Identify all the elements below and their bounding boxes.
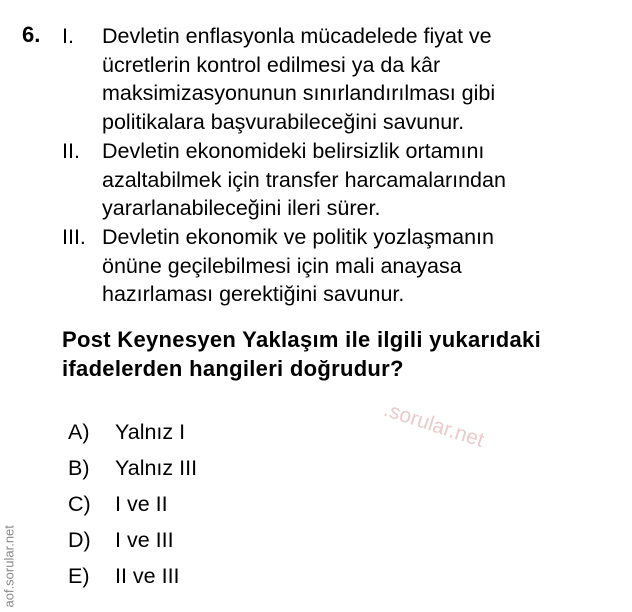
statement-line: maksimizasyonunun sınırlandırılması gibi bbox=[102, 81, 496, 106]
statement-line: hazırlaması gerektiğini savunur. bbox=[102, 282, 405, 307]
option-text: II ve III bbox=[115, 564, 180, 588]
option-label: C) bbox=[68, 492, 91, 516]
statement-line: Devletin enflasyonla mücadelede fiyat ve bbox=[102, 24, 492, 48]
stem-line: Post Keynesyen Yaklaşım ile ilgili yukarıdaki bbox=[62, 327, 542, 352]
option-label: A) bbox=[68, 420, 90, 444]
statement-line: Devletin ekonomideki belirsizlik ortamını bbox=[102, 139, 485, 163]
statement-numeral: III. bbox=[62, 225, 86, 249]
option-text: Yalnız I bbox=[115, 420, 186, 444]
question-stem bbox=[62, 326, 541, 383]
statement-numeral: II. bbox=[62, 139, 80, 163]
option-label: D) bbox=[68, 528, 91, 552]
statement-line: yararlanabileceğini ileri sürer. bbox=[102, 196, 381, 221]
option-text: I ve III bbox=[115, 528, 174, 552]
statement-line: azaltabilmek için transfer harcamalarından bbox=[102, 167, 506, 192]
statement-line: politikalara başvurabileceğini savunur. bbox=[102, 110, 465, 135]
option-text: Yalnız III bbox=[115, 456, 198, 480]
watermark-vertical: aof.sorular.net bbox=[1, 525, 17, 608]
statement-numeral: I. bbox=[62, 24, 74, 48]
option-label: B) bbox=[68, 456, 90, 480]
statement-line: Devletin ekonomik ve politik yozlaşmanın bbox=[102, 225, 494, 249]
statement-line: ücretlerin kontrol edilmesi ya da kâr bbox=[102, 52, 441, 77]
option-text: I ve II bbox=[115, 492, 168, 516]
stem-line: ifadelerden hangileri doğrudur? bbox=[62, 355, 404, 381]
option-label: E) bbox=[68, 564, 90, 588]
watermark-diagonal: .sorular.net bbox=[380, 398, 487, 452]
question-number: 6. bbox=[22, 22, 41, 47]
statement-line: önüne geçilebilmesi için mali anayasa bbox=[102, 253, 462, 278]
